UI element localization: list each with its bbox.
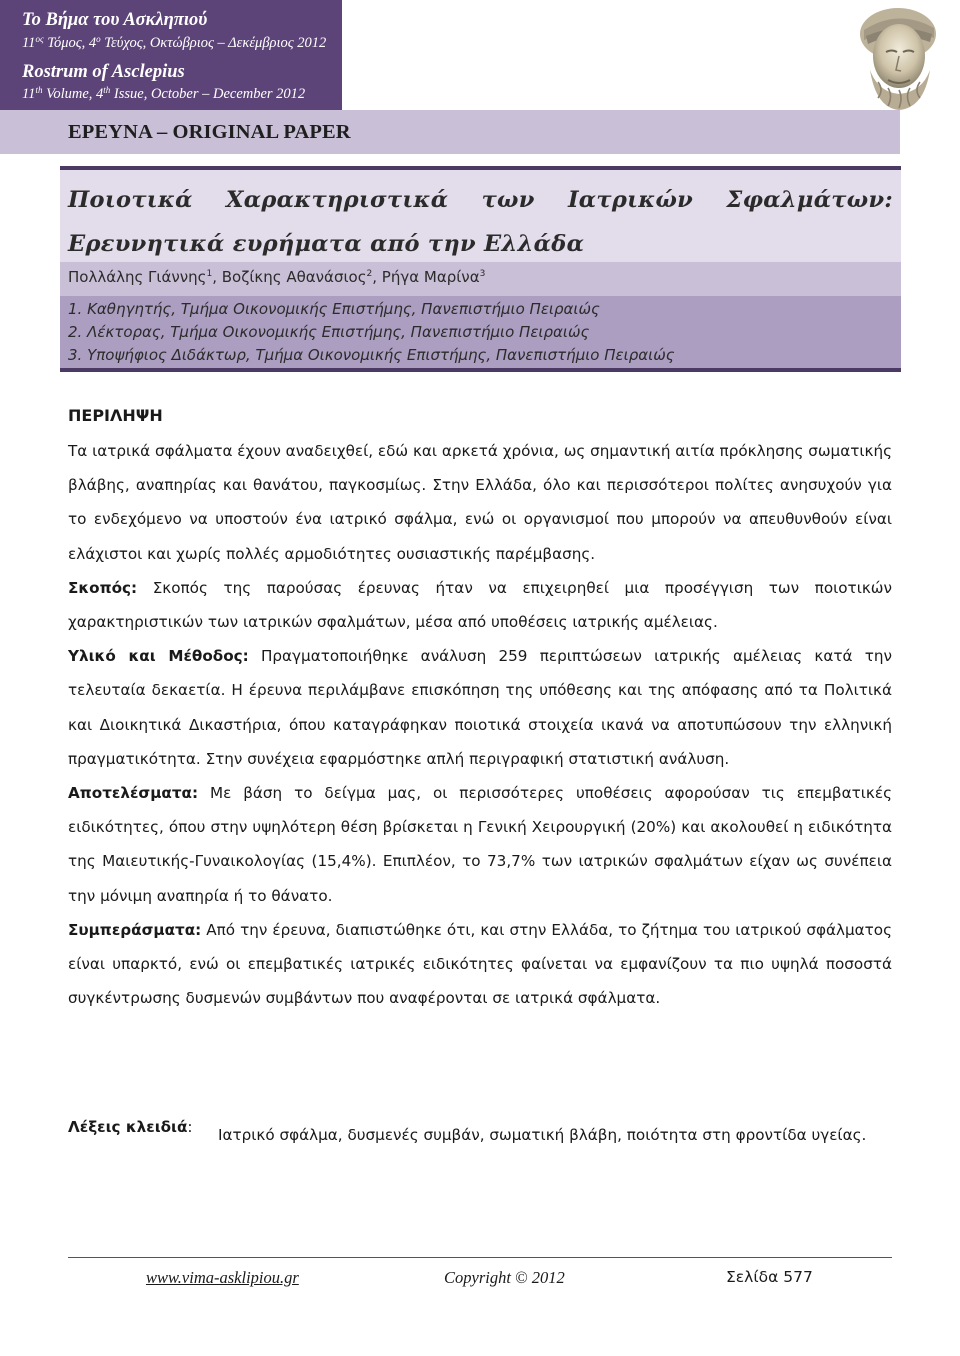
- copyright-notice: Copyright © 2012: [444, 1268, 565, 1287]
- abstract-method: [68, 639, 892, 776]
- page-number: [726, 1268, 813, 1286]
- volume-label: Volume, 4: [42, 86, 104, 102]
- issue-sup: ο: [96, 34, 101, 44]
- volume-label: Τόμος, 4: [43, 35, 97, 51]
- abstract-conclusions: [68, 913, 892, 1016]
- volume-sup: ος: [35, 34, 44, 44]
- keywords-text: Ιατρικό σφάλμα, δυσμενές συμβάν, σωματική βλάβη, ποιότητα στη φροντίδα υγείας.: [218, 1126, 867, 1144]
- author-affiliation-mark: 2: [366, 269, 373, 279]
- journal-english-title: Rostrum of Asclepius: [22, 62, 185, 82]
- section-text: Από την έρευνα, διαπιστώθηκε ότι, και στην Ελλάδα, το ζήτημα του ιατρικού σφάλματος είναι υπαρκτό, ενώ οι επεμβατικές ιατρικές ειδικότητες φαίνεται να εμφανίζουν τα πιο υψηλά ποσοστά συγκέντρωσης δυσμενών συμβάντων που αναφέρονται σε ιατρικά σφάλματα.: [68, 920, 892, 1008]
- author: [382, 268, 486, 286]
- journal-greek-issue: [22, 34, 326, 52]
- footer-divider: [68, 1257, 892, 1258]
- keywords-colon: :: [187, 1118, 193, 1136]
- affiliation-item: 3. Υποψήφιος Διδάκτωρ, Τμήμα Οικονομικής Επιστήμης, Πανεπιστήμιο Πειραιώς: [68, 346, 675, 364]
- abstract-aim: [68, 571, 892, 639]
- divider-line: [60, 166, 901, 170]
- journal-english-issue: [22, 85, 305, 103]
- section-text: Με βάση το δείγμα μας, οι περισσότερες υποθέσεις αφορούσαν τις επεμβατικές ειδικότητες, όπου στην υψηλότερη θέση βρίσκεται η Γενική Χειρουργική (20%) και ακολουθεί η ειδικότητα της Μαιευτικής-Γυναικολογίας (15,4%). Επιπλέον, το 73,7% των ιατρικών σφαλμάτων είχαν ως συνέπεια την μόνιμη αναπηρία ή το θάνατο.: [68, 784, 892, 905]
- affiliations-band: [60, 296, 901, 368]
- issue-sup: th: [103, 85, 111, 95]
- title-background: [60, 170, 901, 262]
- keywords-label-text: Λέξεις κλειδιά: [68, 1118, 188, 1136]
- article-category: ΕΡΕΥΝΑ – ORIGINAL PAPER: [68, 121, 351, 143]
- author-separator: ,: [212, 268, 222, 286]
- volume-number: 11: [22, 35, 36, 51]
- affiliation-item: 2. Λέκτορας, Τμήμα Οικονομικής Επιστήμης, Πανεπιστήμιο Πειραιώς: [68, 323, 590, 341]
- journal-masthead: [0, 0, 342, 110]
- page-label: Σελίδα: [726, 1268, 779, 1286]
- website-link[interactable]: www.vima-asklipiou.gr: [146, 1268, 299, 1287]
- article-header-block: [60, 166, 901, 372]
- section-label: Αποτελέσματα:: [68, 784, 199, 803]
- page-number-value: 577: [783, 1268, 813, 1286]
- author-separator: ,: [372, 268, 382, 286]
- author-affiliation-mark: 1: [206, 269, 213, 279]
- asclepius-bust-logo: [842, 0, 960, 110]
- section-label: Σκοπός:: [68, 578, 138, 597]
- author-name: Βοζίκης Αθανάσιος: [221, 268, 367, 286]
- abstract-body: [68, 434, 892, 1015]
- abstract-results: [68, 776, 892, 913]
- divider-line: [60, 368, 901, 372]
- author-affiliation-mark: 3: [479, 269, 486, 279]
- authors-band: [60, 262, 901, 296]
- abstract-intro: Τα ιατρικά σφάλματα έχουν αναδειχθεί, εδώ και αρκετά χρόνια, ως σημαντική αιτία πρόκλησης σωματικής βλάβης, αναπηρίας και θανάτου, παγκοσμίως. Στην Ελλάδα, όλο και περισσότεροι πολίτες ανησυχούν για το ενδεχόμενο να υποστούν ένα ιατρικό σφάλμα, ενώ οι οργανισμοί που μπορούν να απευθυνθούν είναι ελάχιστοι και χωρίς πολλές αρμοδιότητες ουσιαστικής παρέμβασης.: [68, 442, 892, 563]
- issue-label: Issue, October – December 2012: [110, 86, 306, 102]
- author-name: Πολλάλης Γιάννης: [68, 268, 207, 286]
- volume-sup: th: [35, 85, 43, 95]
- journal-greek-title: Το Βήμα του Ασκληπιού: [22, 10, 208, 30]
- issue-label: Τεύχος, Οκτώβριος – Δεκέμβριος 2012: [100, 35, 327, 51]
- section-label: Υλικό και Μέθοδος:: [68, 647, 249, 666]
- keywords-label: [68, 1118, 193, 1136]
- volume-number: 11: [22, 86, 36, 102]
- article-title: Ποιοτικά Χαρακτηριστικά των Ιατρικών Σφαλμάτων: Ερευνητικά ευρήματα από την Ελλάδα: [68, 187, 893, 257]
- affiliation-item: 1. Καθηγητής, Τμήμα Οικονομικής Επιστήμης, Πανεπιστήμιο Πειραιώς: [68, 300, 600, 318]
- section-text: Πραγματοποιήθηκε ανάλυση 259 περιπτώσεων ιατρικής αμέλειας κατά την τελευταία δεκαετία. Η έρευνα περιλάμβανε επισκόπηση της υπόθεσης και της απόφασης από τα Πολιτικά και Διοικητικά Δικαστήρια, όπου καταγράφηκαν ποιοτικά στοιχεία ικανά να αποτυπώσουν την ελληνική πραγματικότητα. Στην συνέχεια εφαρμόστηκε απλή περιγραφική στατιστική ανάλυση.: [68, 647, 892, 768]
- author: [68, 268, 222, 286]
- author: [222, 268, 382, 286]
- abstract-heading: ΠΕΡΙΛΗΨΗ: [68, 406, 163, 425]
- journal-header: [0, 0, 960, 112]
- author-list: [68, 268, 485, 286]
- section-text: Σκοπός της παρούσας έρευνας ήταν να επιχειρηθεί μια προσέγγιση των ποιοτικών χαρακτηριστικών των ιατρικών σφαλμάτων, μέσα από υποθέσεις ιατρικής αμέλειας.: [68, 578, 892, 632]
- author-name: Ρήγα Μαρίνα: [381, 268, 480, 286]
- section-label: Συμπεράσματα:: [68, 920, 202, 939]
